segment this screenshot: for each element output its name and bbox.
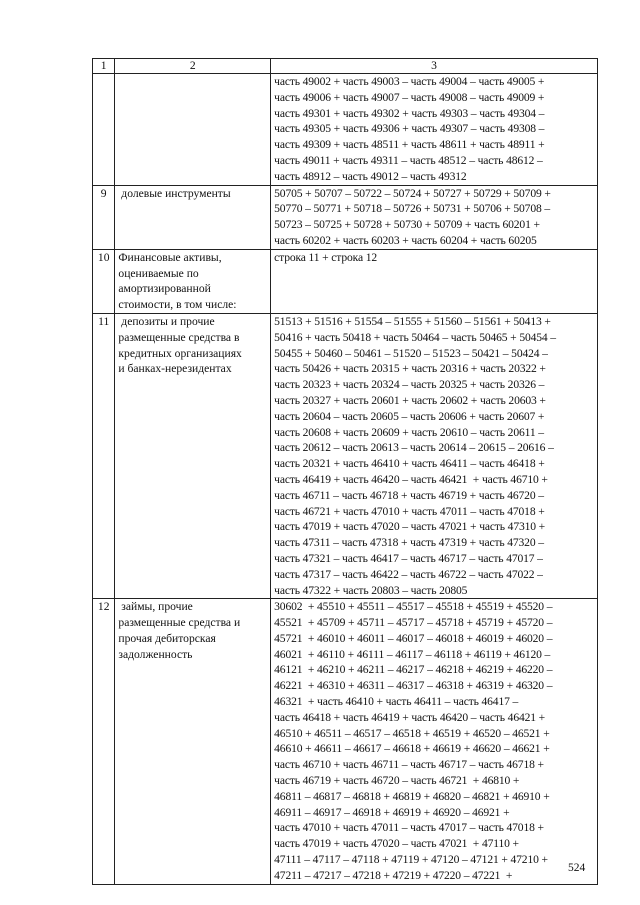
row-label: долевые инструменты	[115, 185, 271, 249]
header-col-3: 3	[271, 59, 598, 74]
row-formula: часть 49002 + часть 49003 – часть 49004 – часть 49005 + часть 49006 + часть 49007 – часть 49008 – часть 49009 + часть 49301 + часть 49302 + часть 49303 – часть 49304 – часть 49305 + часть 49306 + часть 49307 – часть 49308 – часть 49309 + часть 48511 + часть 48611 + часть 48911 + часть 49011 + часть 49311 – часть 48512 – часть 48612 – часть 48912 – часть 49012 – часть 49312	[271, 74, 598, 186]
row-formula: 50705 + 50707 – 50722 – 50724 + 50727 + 50729 + 50709 + 50770 – 50771 + 50718 – 50726 + 50731 + 50706 + 50708 – 50723 – 50725 + 50728 + 50730 + 50709 + часть 60201 + часть 60202 + часть 60203 + часть 60204 + часть 60205	[271, 185, 598, 249]
row-number	[93, 74, 115, 186]
row-label: займы, прочие размещенные средства и прочая дебиторская задолженность	[115, 599, 271, 884]
table-row	[93, 313, 598, 598]
table-row	[93, 249, 598, 313]
table-row	[93, 185, 598, 249]
row-label: Финансовые активы, оцениваемые по амортизированной стоимости, в том числе:	[115, 249, 271, 313]
table-row	[93, 599, 598, 884]
header-col-1: 1	[93, 59, 115, 74]
row-number: 11	[93, 313, 115, 598]
row-formula: строка 11 + строка 12	[271, 249, 598, 313]
row-label	[115, 74, 271, 186]
header-col-2: 2	[115, 59, 271, 74]
row-formula: 30602 + 45510 + 45511 – 45517 – 45518 + 45519 + 45520 – 45521 + 45709 + 45711 – 45717 – 45718 + 45719 + 45720 – 45721 + 46010 + 46011 – 46017 – 46018 + 46019 + 46020 – 46021 + 46110 + 46111 – 46117 – 46118 + 46119 + 46120 – 46121 + 46210 + 46211 – 46217 – 46218 + 46219 + 46220 – 46221 + 46310 + 46311 – 46317 – 46318 + 46319 + 46320 – 46321 + часть 46410 + часть 46411 – часть 46417 – часть 46418 + часть 46419 + часть 46420 – часть 46421 + 46510 + 46511 – 46517 – 46518 + 46519 + 46520 – 46521 + 46610 + 46611 – 46617 – 46618 + 46619 + 46620 – 46621 + часть 46710 + часть 46711 – часть 46717 – часть 46718 + часть 46719 + часть 46720 – часть 46721 + 46810 + 46811 – 46817 – 46818 + 46819 + 46820 – 46821 + 46910 + 46911 – 46917 – 46918 + 46919 + 46920 – 46921 + часть 47010 + часть 47011 – часть 47017 – часть 47018 + часть 47019 + часть 47020 – часть 47021 + 47110 + 47111 – 47117 – 47118 + 47119 + 47120 – 47121 + 47210 + 47211 – 47217 – 47218 + 47219 + 47220 – 47221 +	[271, 599, 598, 884]
row-number: 9	[93, 185, 115, 249]
row-formula: 51513 + 51516 + 51554 – 51555 + 51560 – 51561 + 50413 + 50416 + часть 50418 + часть 50464 – часть 50465 + 50454 – 50455 + 50460 – 50461 – 51520 – 51523 – 50421 – 50424 – часть 50426 + часть 20315 + часть 20316 + часть 20322 + часть 20323 + часть 20324 – часть 20325 + часть 20326 – часть 20327 + часть 20601 + часть 20602 + часть 20603 + часть 20604 – часть 20605 – часть 20606 + часть 20607 + часть 20608 + часть 20609 + часть 20610 – часть 20611 – часть 20612 – часть 20613 – часть 20614 – 20615 – 20616 – часть 20321 + часть 46410 + часть 46411 – часть 46418 + часть 46419 + часть 46420 – часть 46421 + часть 46710 + часть 46711 – часть 46718 + часть 46719 + часть 46720 – часть 46721 + часть 47010 + часть 47011 – часть 47018 + часть 47019 + часть 47020 – часть 47021 + часть 47310 + часть 47311 – часть 47318 + часть 47319 + часть 47320 – часть 47321 – часть 46417 – часть 46717 – часть 47017 – часть 47317 – часть 46422 – часть 46722 – часть 47022 – часть 47322 + часть 20803 – часть 20805	[271, 313, 598, 598]
table-row	[93, 74, 598, 186]
formula-table	[92, 58, 598, 885]
row-number: 12	[93, 599, 115, 884]
row-number: 10	[93, 249, 115, 313]
row-label: депозиты и прочие размещенные средства в кредитных организациях и банках-нерезидентах	[115, 313, 271, 598]
page-number: 524	[568, 862, 586, 874]
table-header-row	[93, 59, 598, 74]
